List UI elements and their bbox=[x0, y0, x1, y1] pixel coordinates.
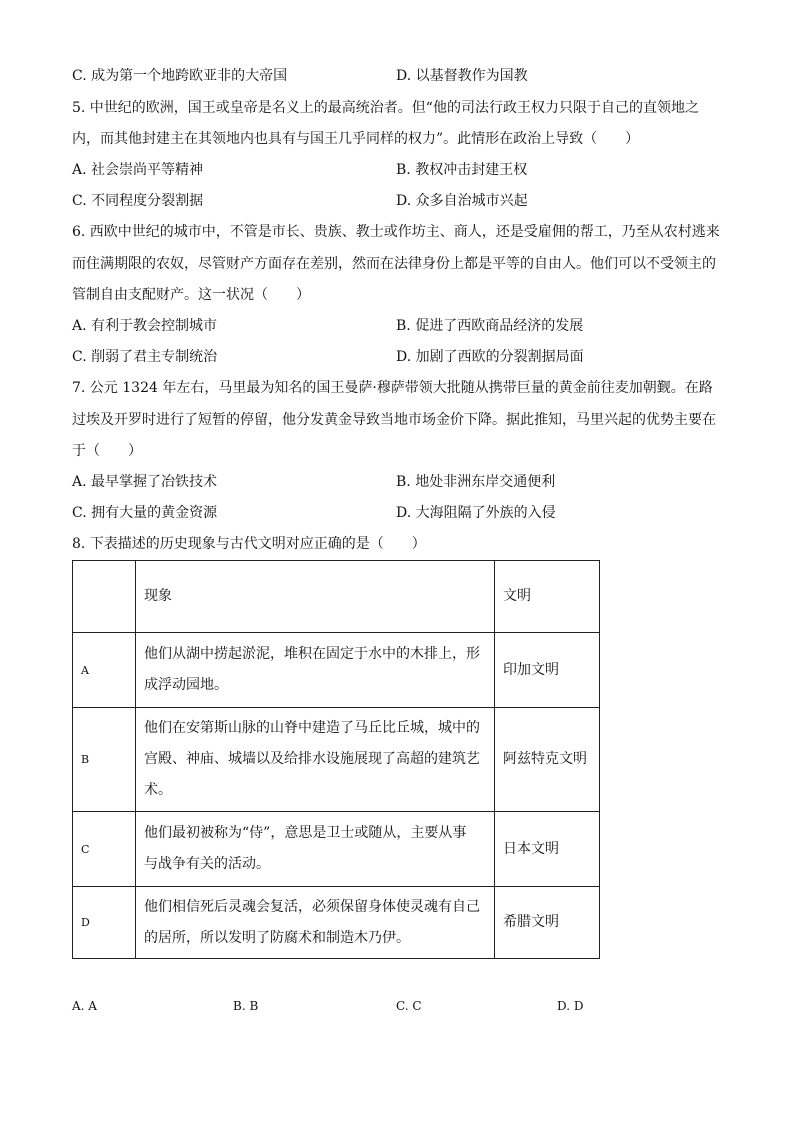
q8-option-d: D. D bbox=[557, 999, 584, 1013]
row-letter: B bbox=[73, 708, 136, 812]
phenomenon-line: 他们在安第斯山脉的山脊中建造了马丘比丘城，城中的 bbox=[144, 720, 480, 736]
table-header-row bbox=[73, 561, 600, 633]
table-row bbox=[73, 887, 600, 959]
phenomenon-line: 与战争有关的活动。 bbox=[144, 856, 270, 872]
table-header-cell: 现象 bbox=[136, 561, 495, 633]
table-row bbox=[73, 812, 600, 887]
q8-option-c: C. C bbox=[396, 999, 422, 1013]
row-phenomenon bbox=[136, 633, 495, 708]
phenomenon-line: 他们相信死后灵魂会复活，必须保留身体使灵魂有自己 bbox=[144, 898, 480, 915]
q8-table bbox=[72, 560, 600, 959]
phenomenon-line: 他们从湖中捞起淤泥，堆积在固定于水中的木排上，形 bbox=[144, 646, 480, 662]
row-letter: D bbox=[73, 887, 136, 959]
q7-option-b: B. 地处非洲东岸交通便利 bbox=[396, 474, 556, 490]
table-header-cell bbox=[73, 561, 136, 633]
row-letter: A bbox=[73, 633, 136, 708]
q5-stem-line-1: 5. 中世纪的欧洲，国王或皇帝是名义上的最高统治者。但“他的司法行政王权力只限于自己的直领地之 bbox=[72, 100, 699, 116]
phenomenon-line: 宫殿、神庙、城墙以及给排水设施展现了高超的建筑艺 bbox=[144, 751, 480, 767]
q8-option-a: A. A bbox=[72, 999, 97, 1013]
q7-option-c: C. 拥有大量的黄金资源 bbox=[72, 505, 218, 521]
q7-stem-line-2: 过埃及开罗时进行了短暂的停留，他分发黄金导致当地市场金价下降。据此推知，马里兴起的优势主要在 bbox=[72, 412, 716, 428]
table-row bbox=[73, 633, 600, 708]
phenomenon-line: 成浮动园地。 bbox=[144, 677, 228, 693]
q7-stem-line-1: 7. 公元 1324 年左右，马里最为知名的国王曼萨·穆萨带领大批随从携带巨量的黄金前往麦加朝觐。在路 bbox=[72, 380, 713, 396]
phenomenon-line: 他们最初被称为“侍”，意思是卫士或随从，主要从事 bbox=[144, 825, 467, 841]
q5-option-c: C. 不同程度分裂割据 bbox=[72, 193, 204, 209]
q6-option-a: A. 有利于教会控制城市 bbox=[72, 318, 218, 334]
row-civilization: 希腊文明 bbox=[495, 887, 600, 959]
q5-option-a: A. 社会崇尚平等精神 bbox=[72, 162, 204, 178]
row-phenomenon bbox=[136, 887, 495, 959]
q6-stem-line-2: 而住满期限的农奴，尽管财产方面存在差别，然而在法律身份上都是平等的自由人。他们可以不受领主的 bbox=[72, 256, 716, 272]
table-header-cell: 文明 bbox=[495, 561, 600, 633]
row-letter: C bbox=[73, 812, 136, 887]
q7-option-d: D. 大海阻隔了外族的入侵 bbox=[396, 505, 556, 521]
row-civilization: 印加文明 bbox=[495, 633, 600, 708]
q4-option-c: C. 成为第一个地跨欧亚非的大帝国 bbox=[72, 68, 288, 84]
q4-option-d: D. 以基督教作为国教 bbox=[396, 68, 528, 84]
q7-option-a: A. 最早掌握了冶铁技术 bbox=[72, 474, 218, 490]
q8-stem: 8. 下表描述的历史现象与古代文明对应正确的是（ ） bbox=[72, 536, 426, 552]
q5-option-b: B. 教权冲击封建王权 bbox=[396, 162, 528, 178]
row-phenomenon bbox=[136, 708, 495, 812]
q8-option-b: B. B bbox=[233, 999, 259, 1013]
row-phenomenon bbox=[136, 812, 495, 887]
row-civilization: 阿兹特克文明 bbox=[495, 708, 600, 812]
q7-stem-line-3: 于（ ） bbox=[72, 443, 142, 459]
q5-stem-line-2: 内，而其他封建主在其领地内也具有与国王几乎同样的权力”。此情形在政治上导致（ ） bbox=[72, 131, 640, 147]
row-civilization: 日本文明 bbox=[495, 812, 600, 887]
q6-stem-line-3: 管制自由支配财产。这一状况（ ） bbox=[72, 287, 310, 303]
phenomenon-line: 的居所，所以发明了防腐术和制造木乃伊。 bbox=[144, 929, 410, 946]
q6-option-d: D. 加剧了西欧的分裂割据局面 bbox=[396, 349, 584, 365]
q5-option-d: D. 众多自治城市兴起 bbox=[396, 193, 528, 209]
q6-option-c: C. 削弱了君主专制统治 bbox=[72, 349, 218, 365]
q6-option-b: B. 促进了西欧商品经济的发展 bbox=[396, 318, 584, 334]
q6-stem-line-1: 6. 西欧中世纪的城市中，不管是市长、贵族、教士或作坊主、商人，还是受雇佣的帮工，乃至从农村逃来 bbox=[72, 224, 720, 240]
phenomenon-line: 术。 bbox=[144, 782, 172, 798]
table-row bbox=[73, 708, 600, 812]
